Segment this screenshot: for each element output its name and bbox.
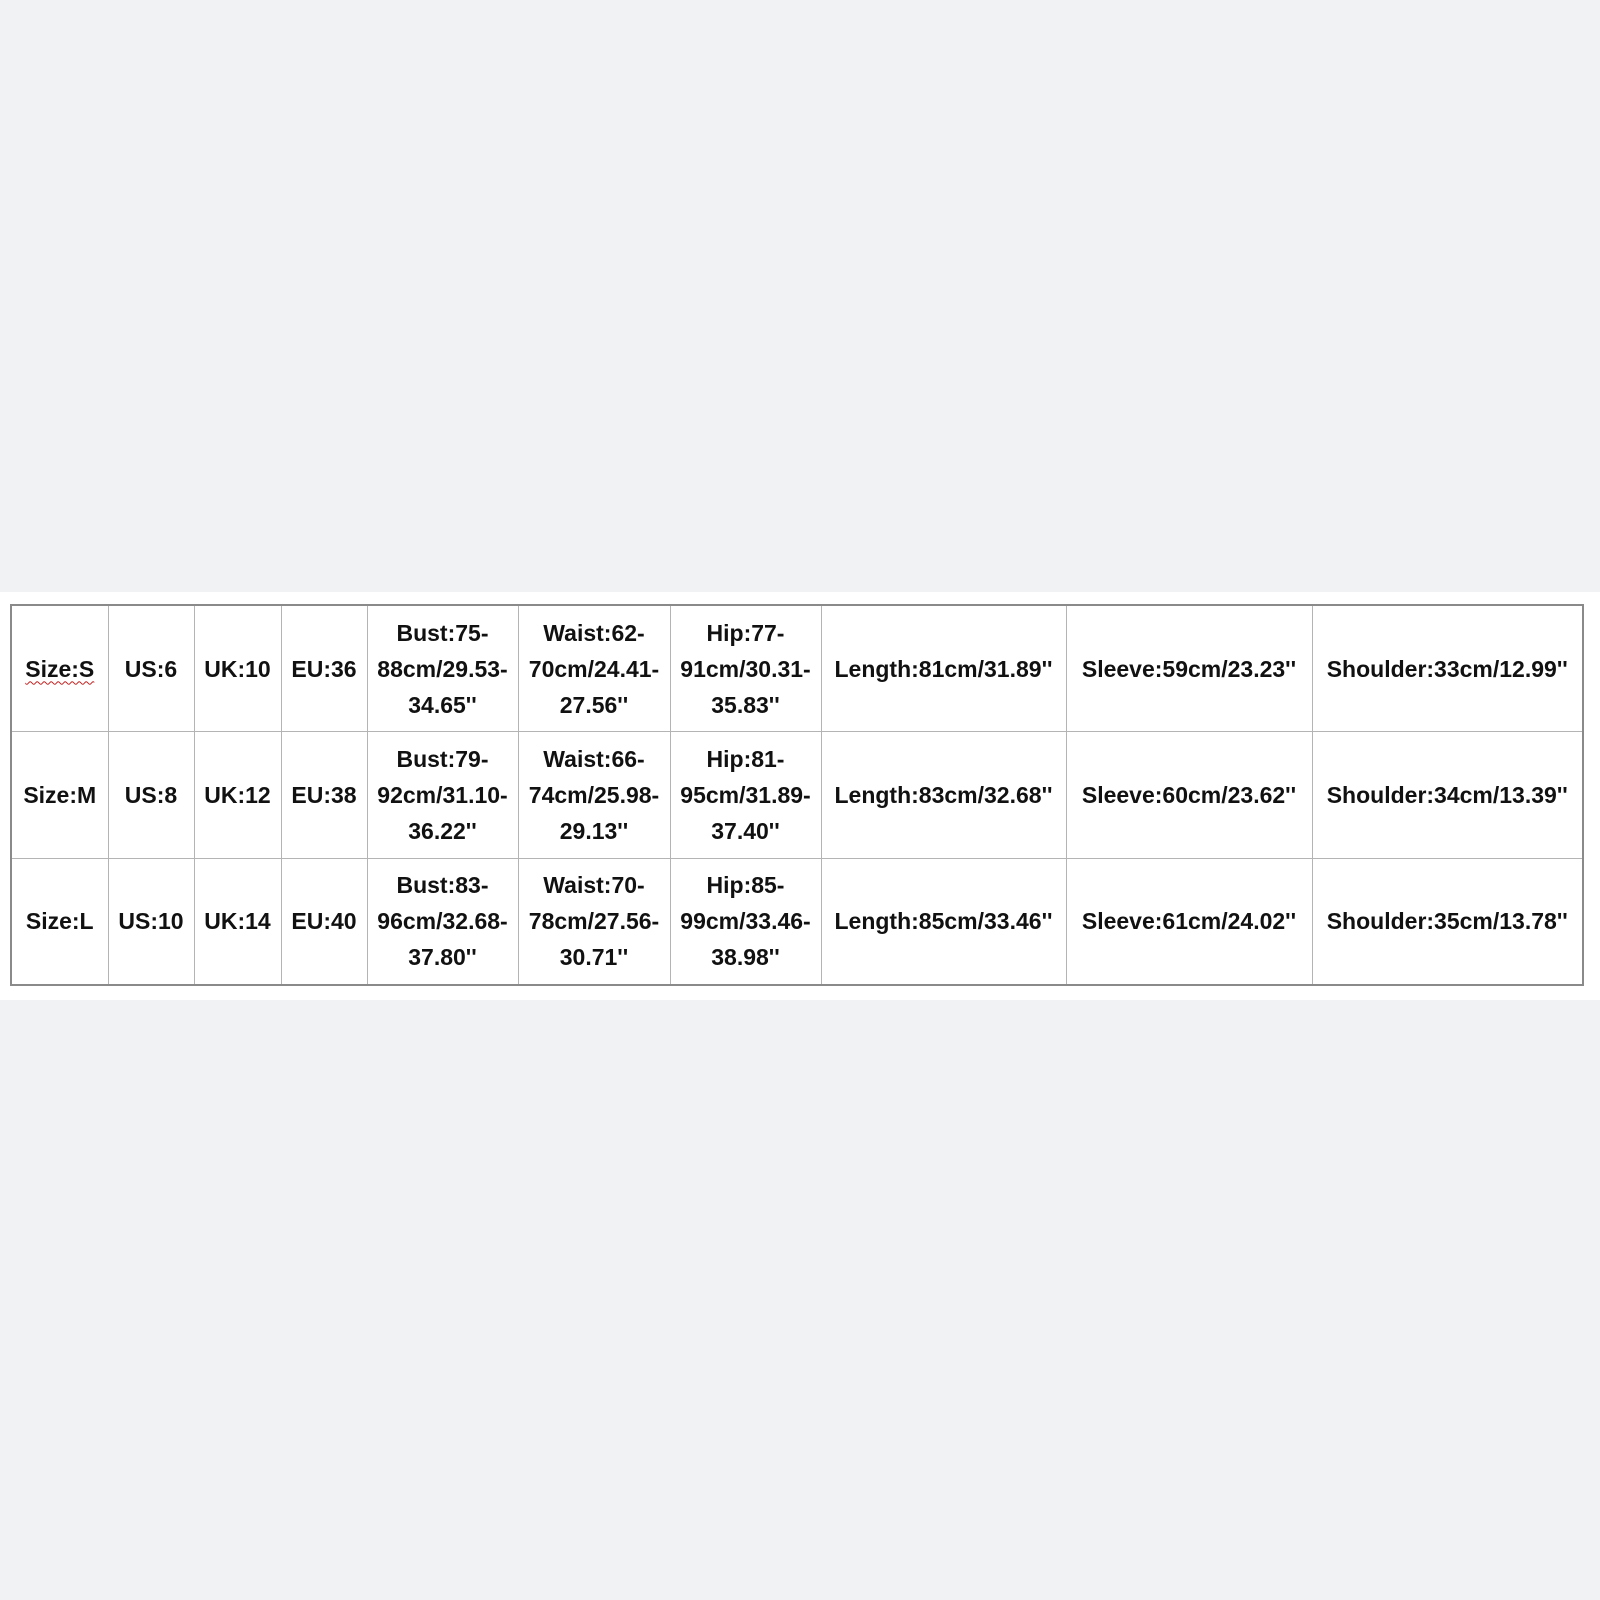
shoulder-cell: Shoulder:35cm/13.78'' xyxy=(1312,858,1583,985)
bust-line: 37.80'' xyxy=(408,944,477,971)
table-row xyxy=(11,858,1583,985)
uk-size-cell: UK:10 xyxy=(194,605,281,732)
bust-line: Bust:79- xyxy=(396,745,489,772)
bust-line: 34.65'' xyxy=(408,691,477,718)
hip-cell xyxy=(670,858,821,985)
hip-cell xyxy=(670,605,821,732)
hip-line: 99cm/33.46- xyxy=(680,908,811,935)
us-size-cell: US:6 xyxy=(108,605,194,732)
size-cell: Size:L xyxy=(11,858,108,985)
shoulder-cell: Shoulder:34cm/13.39'' xyxy=(1312,732,1583,858)
shoulder-cell: Shoulder:33cm/12.99'' xyxy=(1312,605,1583,732)
size-cell: Size:M xyxy=(11,732,108,858)
length-cell: Length:85cm/33.46'' xyxy=(821,858,1066,985)
waist-line: 70cm/24.41- xyxy=(528,655,660,682)
waist-line: 27.56'' xyxy=(559,691,629,718)
bust-cell xyxy=(367,732,518,858)
eu-size-cell: EU:40 xyxy=(281,858,367,985)
hip-line: 38.98'' xyxy=(711,944,780,971)
uk-size-cell: UK:14 xyxy=(194,858,281,985)
eu-size-cell: EU:36 xyxy=(281,605,367,732)
size-label: Size:S xyxy=(25,655,95,682)
us-size-cell: US:10 xyxy=(108,858,194,985)
table-row xyxy=(11,605,1583,732)
bust-cell xyxy=(367,858,518,985)
waist-cell xyxy=(518,732,670,858)
bust-line: 92cm/31.10- xyxy=(377,781,508,808)
bust-line: Bust:75- xyxy=(396,619,489,646)
waist-line: Waist:70- xyxy=(543,872,645,899)
hip-line: Hip:85- xyxy=(706,872,785,899)
length-cell: Length:81cm/31.89'' xyxy=(821,605,1066,732)
size-cell xyxy=(11,605,108,732)
hip-line: 91cm/30.31- xyxy=(680,655,811,682)
waist-cell xyxy=(518,605,670,732)
waist-line: 78cm/27.56- xyxy=(528,908,660,935)
length-cell: Length:83cm/32.68'' xyxy=(821,732,1066,858)
table-row xyxy=(11,732,1583,858)
waist-line: 30.71'' xyxy=(559,944,629,971)
eu-size-cell: EU:38 xyxy=(281,732,367,858)
bust-line: 96cm/32.68- xyxy=(377,908,508,935)
sleeve-cell: Sleeve:59cm/23.23'' xyxy=(1066,605,1312,732)
hip-line: 37.40'' xyxy=(711,817,780,844)
waist-line: 74cm/25.98- xyxy=(528,781,660,808)
hip-line: 35.83'' xyxy=(711,691,780,718)
hip-line: 95cm/31.89- xyxy=(680,781,811,808)
hip-line: Hip:77- xyxy=(706,619,785,646)
hip-line: Hip:81- xyxy=(706,745,785,772)
waist-cell xyxy=(518,858,670,985)
hip-cell xyxy=(670,732,821,858)
waist-line: Waist:66- xyxy=(543,745,645,772)
us-size-cell: US:8 xyxy=(108,732,194,858)
bust-line: Bust:83- xyxy=(396,872,489,899)
sleeve-cell: Sleeve:60cm/23.62'' xyxy=(1066,732,1312,858)
bust-cell xyxy=(367,605,518,732)
sleeve-cell: Sleeve:61cm/24.02'' xyxy=(1066,858,1312,985)
waist-line: Waist:62- xyxy=(543,619,645,646)
bust-line: 88cm/29.53- xyxy=(377,655,508,682)
uk-size-cell: UK:12 xyxy=(194,732,281,858)
size-chart-table xyxy=(10,604,1584,986)
waist-line: 29.13'' xyxy=(559,817,629,844)
bust-line: 36.22'' xyxy=(408,817,477,844)
